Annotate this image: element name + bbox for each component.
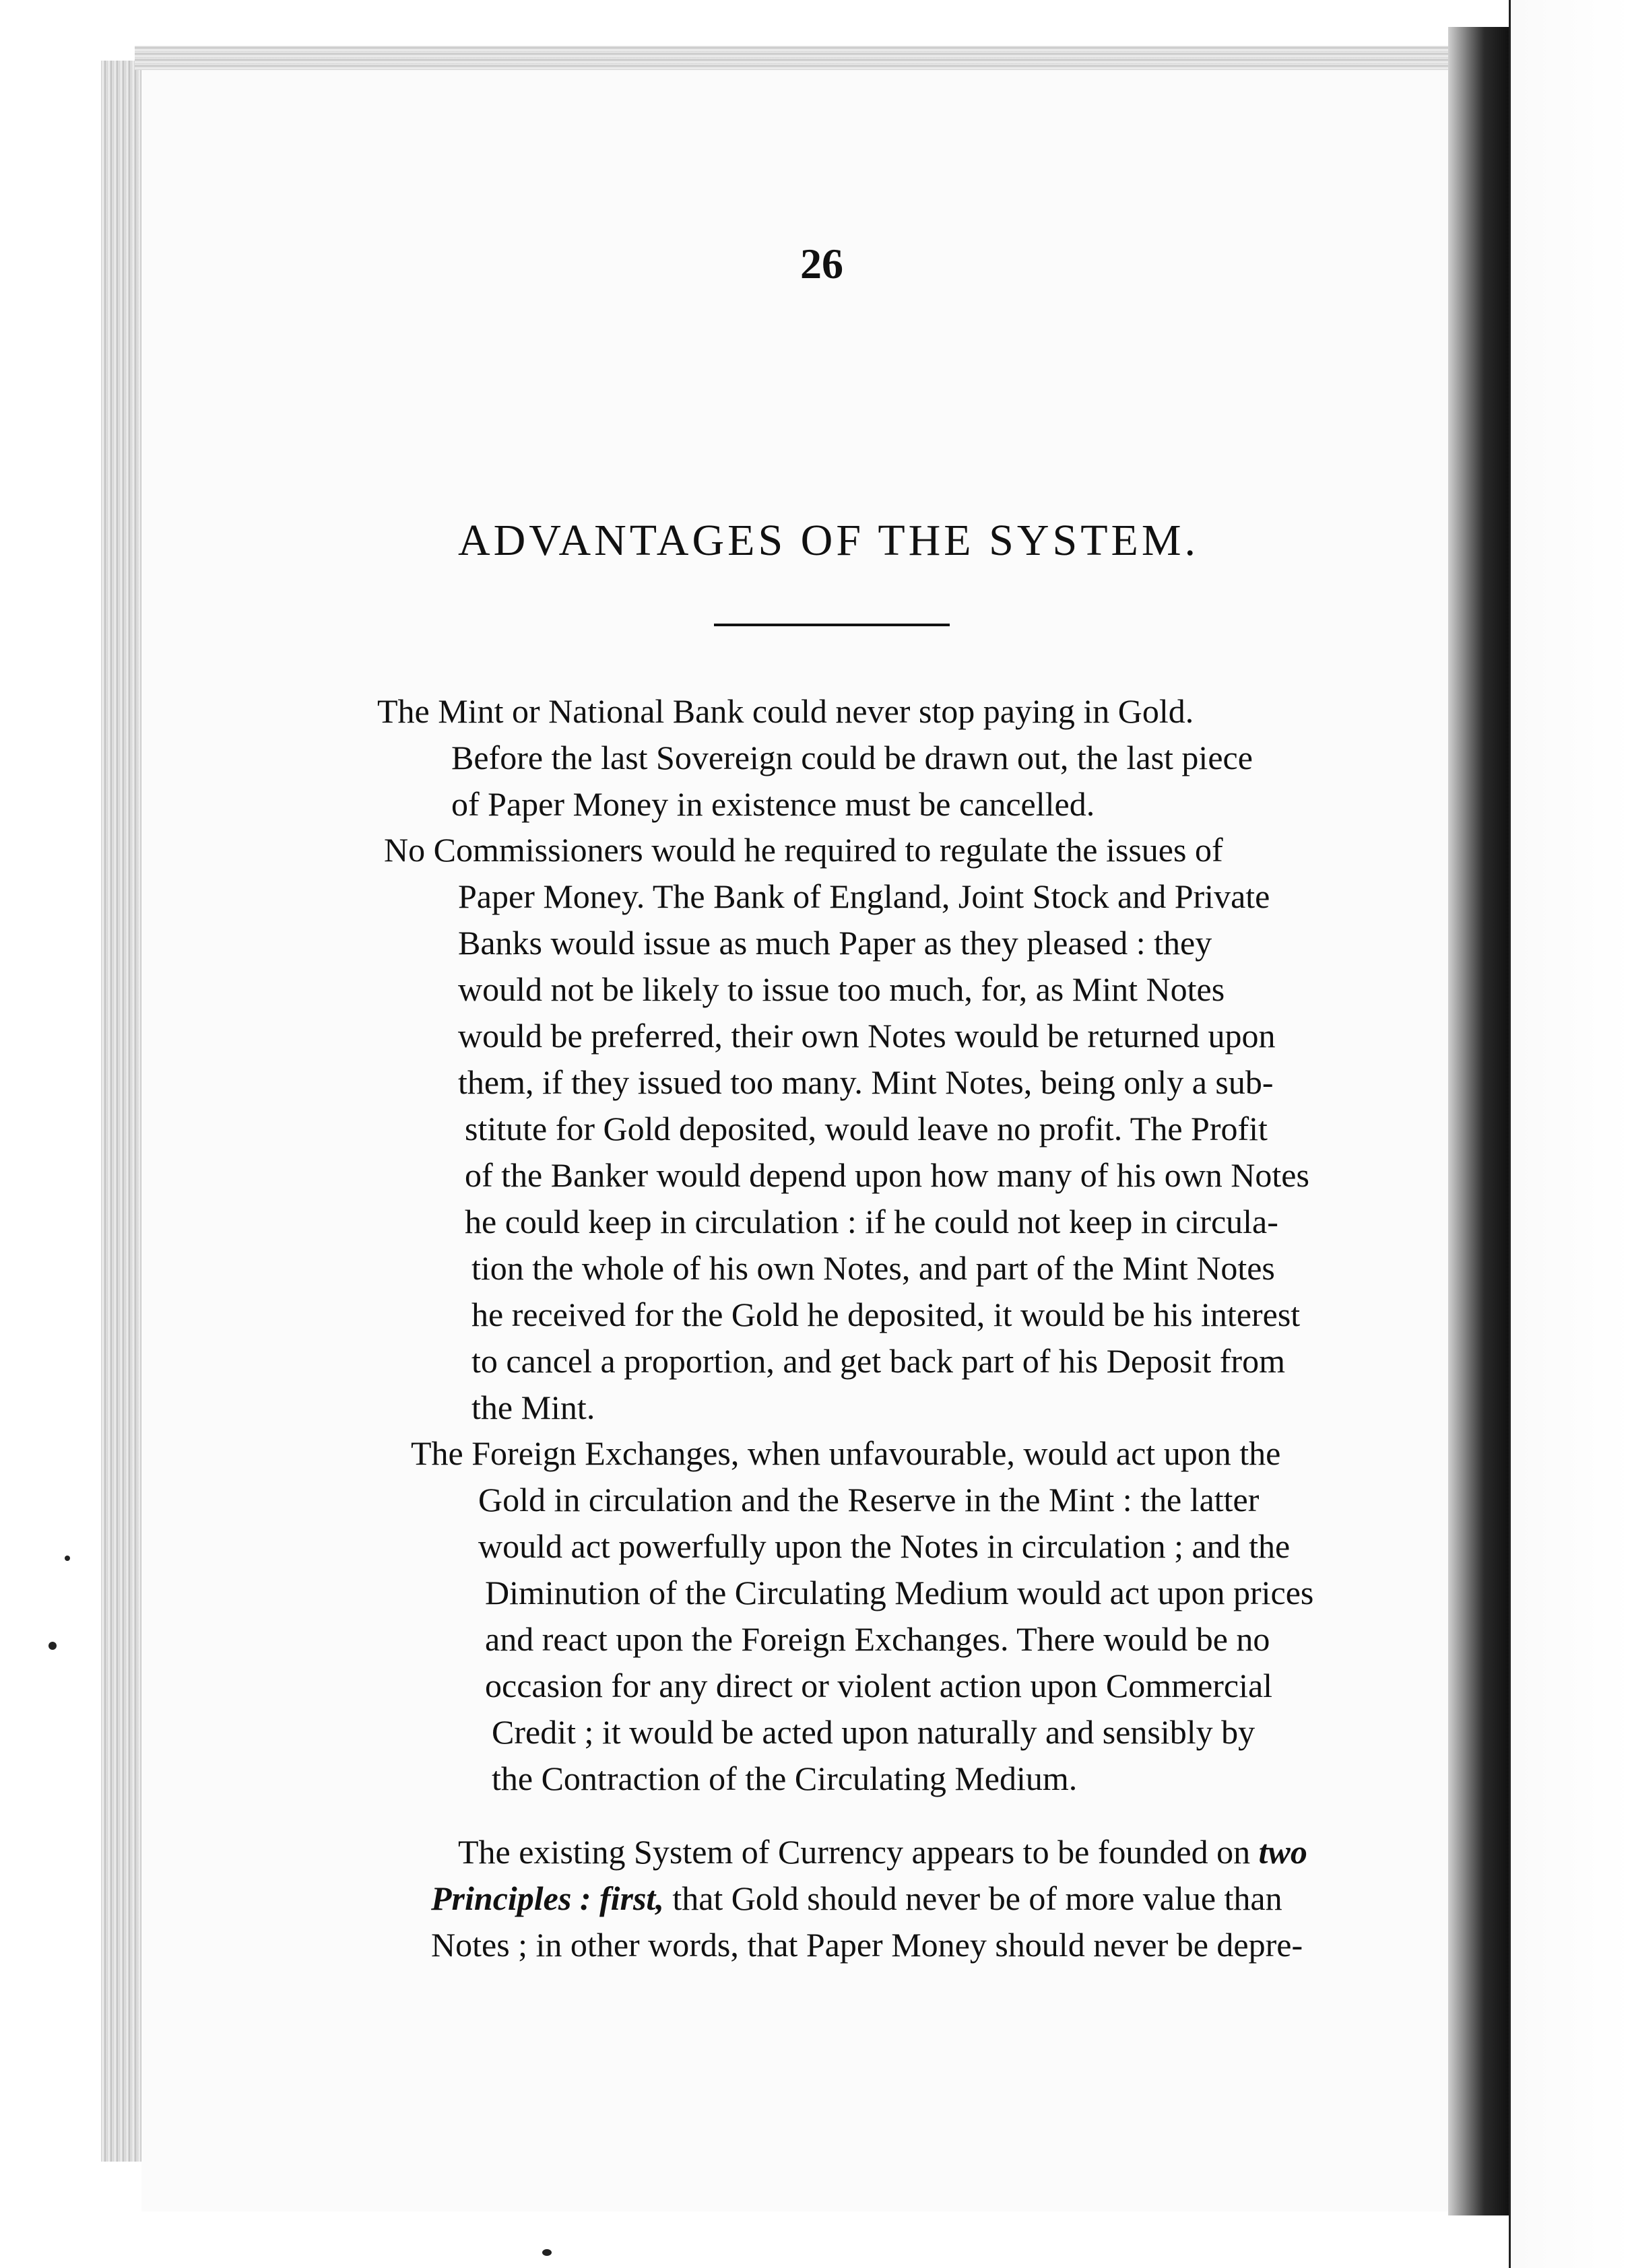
- facing-page-edge: [1509, 0, 1630, 2268]
- text-line: Notes ; in other words, that Paper Money should never be depre-: [431, 1926, 1303, 1964]
- page-edge-left: [101, 61, 141, 2162]
- text-line: tion the whole of his own Notes, and part of the Mint Notes: [471, 1249, 1275, 1287]
- spine-shadow: [1448, 27, 1509, 2215]
- text-line: The Mint or National Bank could never stop paying in Gold.: [377, 692, 1194, 730]
- emphasis-text: two: [1258, 1833, 1307, 1871]
- text-line: Diminution of the Circulating Medium would act upon prices: [485, 1574, 1314, 1611]
- text-line: the Mint.: [471, 1389, 595, 1426]
- text-line: of the Banker would depend upon how many of his own Notes: [465, 1156, 1309, 1194]
- text-line: he could keep in circulation : if he could not keep in circula-: [465, 1203, 1278, 1240]
- text-line: [458, 1832, 1307, 1872]
- text-line: he received for the Gold he deposited, it would be his interest: [471, 1296, 1301, 1333]
- page-number: 26: [800, 240, 843, 288]
- text-line: [431, 1878, 1282, 1919]
- text-line: of Paper Money in existence must be cancelled.: [451, 785, 1095, 823]
- scan-speck: [542, 2249, 552, 2256]
- text-line: Credit ; it would be acted upon naturally and sensibly by: [492, 1713, 1256, 1751]
- heading-rule: [714, 624, 950, 626]
- text-line: occasion for any direct or violent action upon Commercial: [485, 1667, 1273, 1704]
- text-line: the Contraction of the Circulating Medium.: [492, 1760, 1078, 1797]
- text-line: would be preferred, their own Notes would be returned upon: [458, 1017, 1276, 1055]
- text-line: would act powerfully upon the Notes in circulation ; and the: [478, 1527, 1291, 1565]
- text-line: Before the last Sovereign could be drawn out, the last piece: [451, 739, 1253, 776]
- page-heading: ADVANTAGES OF THE SYSTEM.: [457, 516, 1200, 565]
- text-line: No Commissioners would he required to regulate the issues of: [384, 831, 1223, 869]
- text-line: them, if they issued too many. Mint Notes, being only a sub-: [458, 1063, 1274, 1101]
- scan-speck: [48, 1642, 57, 1650]
- text-line: Banks would issue as much Paper as they pleased : they: [458, 924, 1212, 962]
- emphasis-text: Principles : first,: [431, 1879, 664, 1917]
- text-run: that Gold should never be of more value than: [672, 1879, 1282, 1917]
- text-run: The existing System of Currency appears to be founded on: [458, 1833, 1251, 1871]
- page-edge-top: [135, 46, 1455, 70]
- text-line: Gold in circulation and the Reserve in the Mint : the latter: [478, 1481, 1260, 1519]
- text-line: stitute for Gold deposited, would leave no profit. The Profit: [465, 1110, 1268, 1147]
- text-line: The Foreign Exchanges, when unfavourable, would act upon the: [411, 1434, 1281, 1472]
- text-line: to cancel a proportion, and get back part of his Deposit from: [471, 1342, 1285, 1380]
- text-line: Paper Money. The Bank of England, Joint Stock and Private: [458, 877, 1270, 915]
- text-line: would not be likely to issue too much, for, as Mint Notes: [458, 970, 1225, 1008]
- scan-speck: [65, 1556, 70, 1561]
- text-line: and react upon the Foreign Exchanges. There would be no: [485, 1620, 1270, 1658]
